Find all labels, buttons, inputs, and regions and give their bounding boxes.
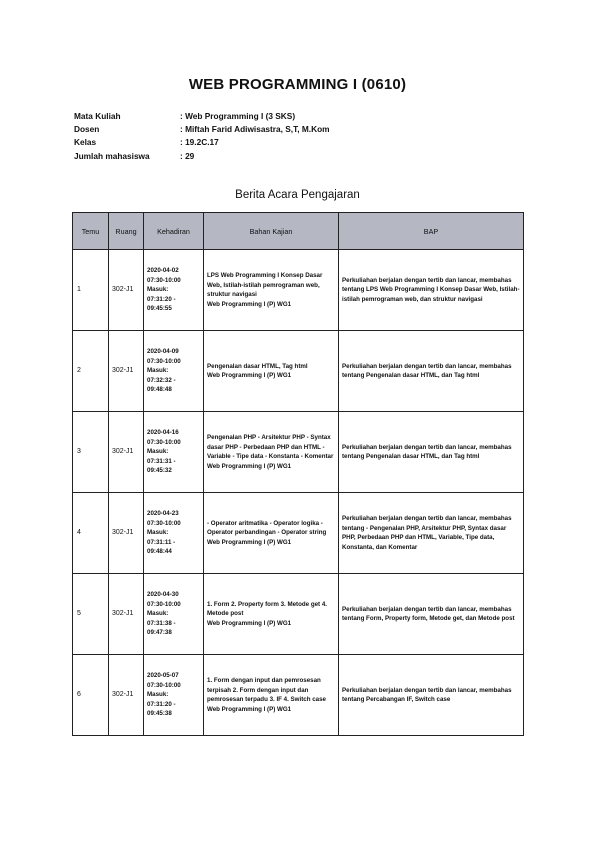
cell-bap: Perkuliahan berjalan dengan tertib dan lancar, membahas tentang Percabangan IF, Switch case [339,655,524,736]
cell-kehadiran [144,493,204,574]
cell-bap: Perkuliahan berjalan dengan tertib dan lancar, membahas tentang - Pengenalan PHP, Arsitektur PHP, Syntax dasar PHP, Perbedaan PHP dan HTML, Variable, Tipe data, Konstanta, dan Komentar [339,493,524,574]
cell-kehadiran [144,331,204,412]
cell-bahan-kajian [204,331,339,412]
attendance-in: 07:31:31 - [147,457,176,465]
attendance-date: 2020-04-23 [147,510,179,518]
header-temu: Temu [73,213,109,250]
cell-temu: 4 [73,493,109,574]
cell-bahan-kajian [204,250,339,331]
attendance-out: 09:45:32 [147,467,172,475]
attendance-out: 09:45:55 [147,305,172,313]
cell-bap: Perkuliahan berjalan dengan tertib dan lancar, membahas tentang Pengenalan dasar HTML, dan Tag html [339,331,524,412]
info-value: : Miftah Farid Adiwisastra, S,T, M.Kom [180,124,330,135]
info-label: Jumlah mahasiswa [74,150,150,161]
cell-ruang: 302-J1 [109,493,144,574]
attendance-time: 07:30-10:00 [147,357,181,365]
cell-kehadiran [144,574,204,655]
cell-ruang: 302-J1 [109,655,144,736]
section-title: Berita Acara Pengajaran [235,189,360,201]
cell-temu: 3 [73,412,109,493]
table-header-row [73,213,524,250]
attendance-date: 2020-05-07 [147,672,179,680]
attendance-label: Masuk: [147,610,169,618]
cell-temu: 6 [73,655,109,736]
material-note: Web Programming I (P) WG1 [207,538,292,546]
cell-bahan-kajian [204,493,339,574]
attendance-label: Masuk: [147,286,169,294]
info-value: : 19.2C.17 [180,137,219,148]
attendance-out: 09:45:38 [147,710,172,718]
cell-bap: Perkuliahan berjalan dengan tertib dan lancar, membahas tentang Form, Property form, Metode get, dan Metode post [339,574,524,655]
cell-ruang: 302-J1 [109,574,144,655]
header-bahan-kajian: Bahan Kajian [204,213,339,250]
cell-bahan-kajian [204,655,339,736]
info-value: : Web Programming I (3 SKS) [180,111,296,121]
material-note: Web Programming I (P) WG1 [207,462,292,470]
attendance-date: 2020-04-30 [147,591,179,599]
info-label: Dosen [74,124,100,135]
attendance-date: 2020-04-16 [147,429,179,437]
attendance-in: 07:31:38 - [147,619,176,627]
document-title: WEB PROGRAMMING I (0610) [188,76,407,93]
header-bap: BAP [339,213,524,250]
info-value: : 29 [180,150,195,161]
attendance-date: 2020-04-02 [147,267,179,275]
material-text: 1. Form dengan input dan pemrosesan terpisah 2. Form dengan input dan pemrosesan terpadu 3. IF 4. Switch case [207,677,326,703]
info-label: Mata Kuliah [74,111,121,121]
cell-temu: 1 [73,250,109,331]
attendance-in: 07:32:32 - [147,376,176,384]
attendance-time: 07:30-10:00 [147,438,181,446]
cell-bap: Perkuliahan berjalan dengan tertib dan lancar, membahas tentang Pengenalan dasar HTML, dan Tag html [339,412,524,493]
material-note: Web Programming I (P) WG1 [207,300,292,308]
attendance-time: 07:30-10:00 [147,681,181,689]
attendance-label: Masuk: [147,448,169,456]
attendance-out: 09:48:48 [147,386,172,394]
header-kehadiran: Kehadiran [144,213,204,250]
info-row-lecturer [74,123,330,136]
material-text: - Operator aritmatika - Operator logika - Operator perbandingan - Operator string [207,519,327,537]
table-row [73,574,524,655]
teaching-log-table [72,212,524,736]
material-text: 1. Form 2. Property form 3. Metode get 4. Metode post [207,600,327,618]
table-row [73,250,524,331]
cell-ruang: 302-J1 [109,412,144,493]
material-text: Pengenalan dasar HTML, Tag html [207,362,308,370]
attendance-time: 07:30-10:00 [147,600,181,608]
cell-temu: 2 [73,331,109,412]
cell-bahan-kajian [204,574,339,655]
cell-kehadiran [144,655,204,736]
table-row [73,493,524,574]
cell-ruang: 302-J1 [109,331,144,412]
cell-ruang: 302-J1 [109,250,144,331]
table-row [73,412,524,493]
attendance-in: 07:31:20 - [147,295,176,303]
attendance-out: 09:47:38 [147,629,172,637]
attendance-label: Masuk: [147,691,169,699]
attendance-out: 09:48:44 [147,548,172,556]
attendance-date: 2020-04-09 [147,348,179,356]
cell-kehadiran [144,412,204,493]
attendance-label: Masuk: [147,367,169,375]
cell-bap: Perkuliahan berjalan dengan tertib dan lancar, membahas tentang LPS Web Programming I Konsep Dasar Web, Istilah-istilah pemrograman web, dan struktur navigasi [339,250,524,331]
info-row-course [74,110,330,123]
material-note: Web Programming I (P) WG1 [207,705,292,713]
cell-bahan-kajian [204,412,339,493]
table-row [73,331,524,412]
course-info [74,110,330,163]
material-text: LPS Web Programming I Konsep Dasar Web, Istilah-istilah pemrograman web, struktur navigasi [207,272,323,298]
attendance-in: 07:31:11 - [147,538,176,546]
cell-kehadiran [144,250,204,331]
attendance-time: 07:30-10:00 [147,519,181,527]
info-label: Kelas [74,137,97,148]
attendance-in: 07:31:20 - [147,700,176,708]
attendance-time: 07:30-10:00 [147,276,181,284]
material-note: Web Programming I (P) WG1 [207,372,292,379]
cell-temu: 5 [73,574,109,655]
info-row-class [74,136,330,149]
material-text: Pengenalan PHP - Arsitektur PHP - Syntax dasar PHP - Perbedaan PHP dan HTML - Variable - Tipe data - Konstanta - Komentar [207,434,334,460]
attendance-label: Masuk: [147,529,169,537]
info-row-students [74,150,330,163]
table-row [73,655,524,736]
header-ruang: Ruang [109,213,144,250]
material-note: Web Programming I (P) WG1 [207,619,292,627]
